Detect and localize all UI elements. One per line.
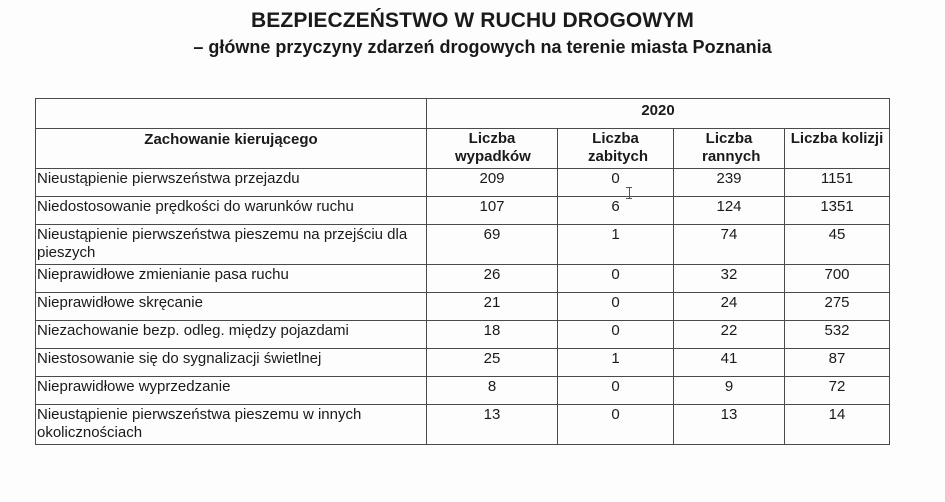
killed-cell: 0: [558, 293, 674, 321]
accidents-cell: 18: [427, 321, 558, 349]
table-row: [36, 225, 890, 265]
killed-cell: 1: [558, 225, 674, 265]
table-row: [36, 293, 890, 321]
table-row: [36, 265, 890, 293]
collisions-cell: 700: [785, 265, 890, 293]
table-row: [36, 321, 890, 349]
behavior-cell: Nieprawidłowe wyprzedzanie: [36, 377, 427, 405]
behavior-cell: Niedostosowanie prędkości do warunków ruchu: [36, 197, 427, 225]
killed-cell: 0: [558, 265, 674, 293]
column-header-row: [36, 129, 890, 169]
accidents-cell: 25: [427, 349, 558, 377]
behavior-cell: Niezachowanie bezp. odleg. między pojazdami: [36, 321, 427, 349]
injured-cell: 22: [674, 321, 785, 349]
table-row: [36, 169, 890, 197]
table-row: [36, 377, 890, 405]
empty-header-cell: [36, 99, 427, 129]
killed-cell: 0: [558, 321, 674, 349]
injured-cell: 124: [674, 197, 785, 225]
injured-cell: 41: [674, 349, 785, 377]
column-header-behavior: Zachowanie kierującego: [36, 129, 427, 169]
injured-cell: 9: [674, 377, 785, 405]
accidents-cell: 69: [427, 225, 558, 265]
collisions-cell: 532: [785, 321, 890, 349]
table-row: [36, 405, 890, 445]
table-row: [36, 349, 890, 377]
killed-cell: 0: [558, 377, 674, 405]
collisions-cell: 72: [785, 377, 890, 405]
accidents-cell: 8: [427, 377, 558, 405]
year-header: 2020: [427, 99, 890, 129]
accidents-cell: 21: [427, 293, 558, 321]
behavior-cell: Niestosowanie się do sygnalizacji świetlnej: [36, 349, 427, 377]
killed-cell: 0: [558, 405, 674, 445]
accidents-cell: 209: [427, 169, 558, 197]
behavior-cell: Nieprawidłowe skręcanie: [36, 293, 427, 321]
collisions-cell: 275: [785, 293, 890, 321]
killed-cell: 0: [558, 169, 674, 197]
column-header-injured: Liczba rannych: [674, 129, 785, 169]
behavior-cell: Nieprawidłowe zmienianie pasa ruchu: [36, 265, 427, 293]
injured-cell: 13: [674, 405, 785, 445]
accidents-cell: 26: [427, 265, 558, 293]
injured-cell: 32: [674, 265, 785, 293]
injured-cell: 24: [674, 293, 785, 321]
column-header-accidents: Liczba wypadków: [427, 129, 558, 169]
behavior-cell: Nieustąpienie pierwszeństwa pieszemu na przejściu dla pieszych: [36, 225, 427, 265]
year-header-row: [36, 99, 890, 129]
killed-cell: 6: [558, 197, 674, 225]
killed-cell: 1: [558, 349, 674, 377]
text-cursor-icon: [626, 187, 632, 199]
column-header-collisions: Liczba kolizji: [785, 129, 890, 169]
table-row: [36, 197, 890, 225]
collisions-cell: 45: [785, 225, 890, 265]
behavior-cell: Nieustąpienie pierwszeństwa przejazdu: [36, 169, 427, 197]
injured-cell: 74: [674, 225, 785, 265]
accidents-cell: 107: [427, 197, 558, 225]
accidents-cell: 13: [427, 405, 558, 445]
document-title: BEZPIECZEŃSTWO W RUCHU DROGOWYM: [251, 9, 694, 32]
collisions-cell: 1351: [785, 197, 890, 225]
collisions-cell: 1151: [785, 169, 890, 197]
collisions-cell: 14: [785, 405, 890, 445]
behavior-cell: Nieustąpienie pierwszeństwa pieszemu w innych okolicznościach: [36, 405, 427, 445]
injured-cell: 239: [674, 169, 785, 197]
collisions-cell: 87: [785, 349, 890, 377]
document-subtitle: – główne przyczyny zdarzeń drogowych na terenie miasta Poznania: [193, 37, 772, 57]
column-header-killed: Liczba zabitych: [558, 129, 674, 169]
accident-causes-table: [35, 98, 890, 445]
